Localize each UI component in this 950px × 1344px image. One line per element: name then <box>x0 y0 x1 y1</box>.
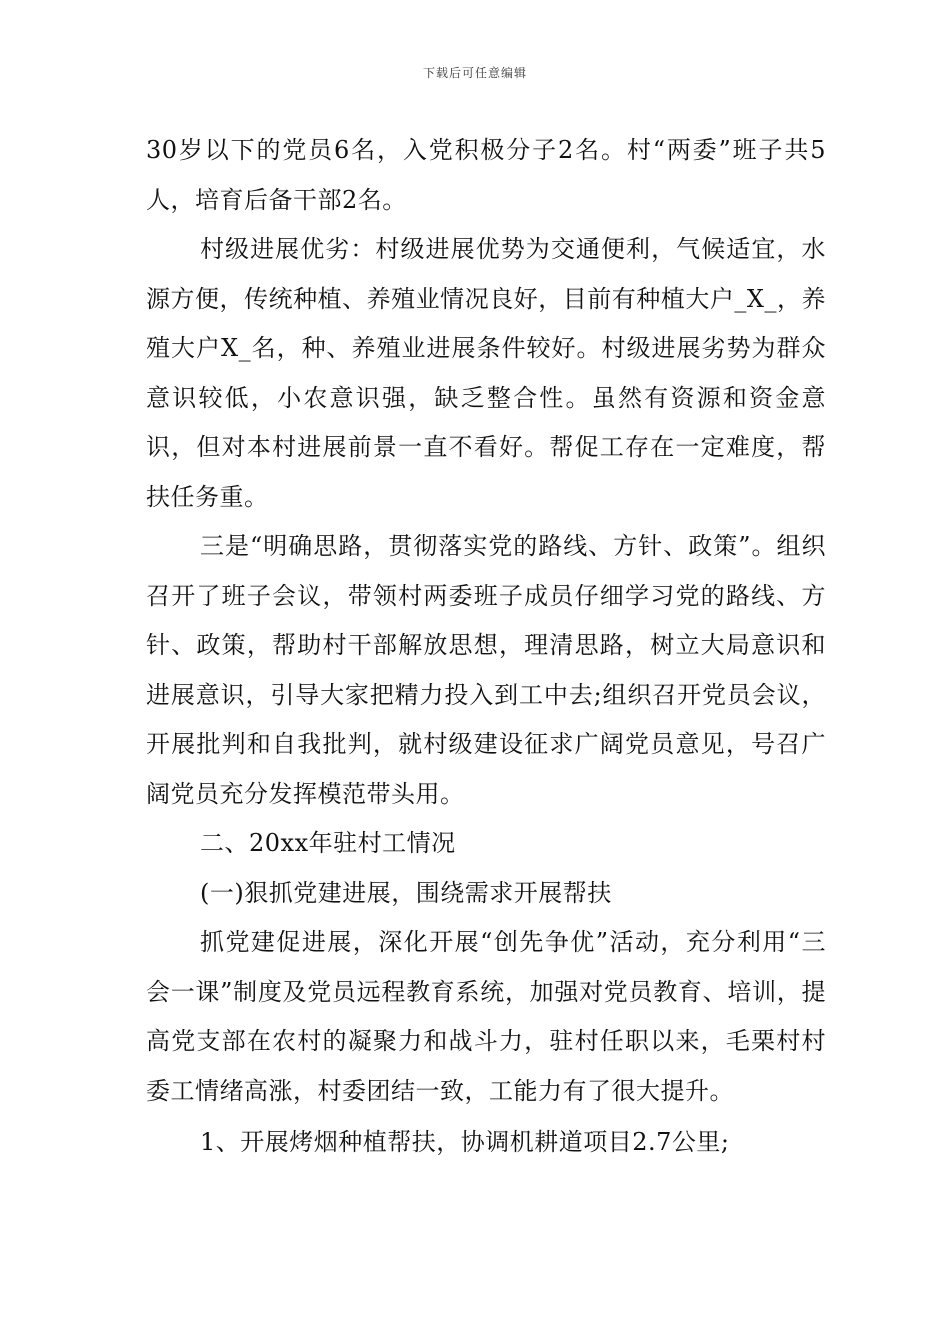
paragraph-4: 抓党建促进展，深化开展“创先争优”活动，充分利用“三会一课”制度及党员远程教育系统，加强对党员教育、培训，提高党支部在农村的凝聚力和战斗力，驻村任职以来，毛栗村村委工情绪高涨，村委团结一致，工能力有了很大提升。 <box>146 928 826 1105</box>
page-header: 下载后可任意编辑 <box>422 66 527 80</box>
paragraph-2: 村级进展优劣：村级进展优势为交通便利，气候适宜，水源方便，传统种植、养殖业情况良好，目前有种植大户_X_，养殖大户X_名，种、养殖业进展条件较好。村级进展劣势为群众意识较低，小农意识强，缺乏整合性。虽然有资源和资金意识，但对本村进展前景一直不看好。帮促工存在一定难度，帮扶任务重。 <box>146 235 826 511</box>
section-heading: 二、20xx年驻村工情况 <box>200 829 456 857</box>
paragraph-1: 30岁以下的党员6名，入党积极分子2名。村“两委”班子共5人，培育后备干部2名。 <box>146 136 826 214</box>
list-item-1: 1、开展烤烟种植帮扶，协调机耕道项目2.7公里; <box>200 1128 730 1156</box>
document-body <box>146 126 826 1168</box>
subsection-heading: (一)狠抓党建进展，围绕需求开展帮扶 <box>200 878 612 907</box>
paragraph-3: 三是“明确思路，贯彻落实党的路线、方针、政策”。组织召开了班子会议，带领村两委班子成员仔细学习党的路线、方针、政策，帮助村干部解放思想，理清思路，树立大局意识和进展意识，引导大家把精力投入到工中去;组织召开党员会议，开展批判和自我批判，就村级建设征求广阔党员意见，号召广阔党员充分发挥模范带头用。 <box>146 532 826 808</box>
